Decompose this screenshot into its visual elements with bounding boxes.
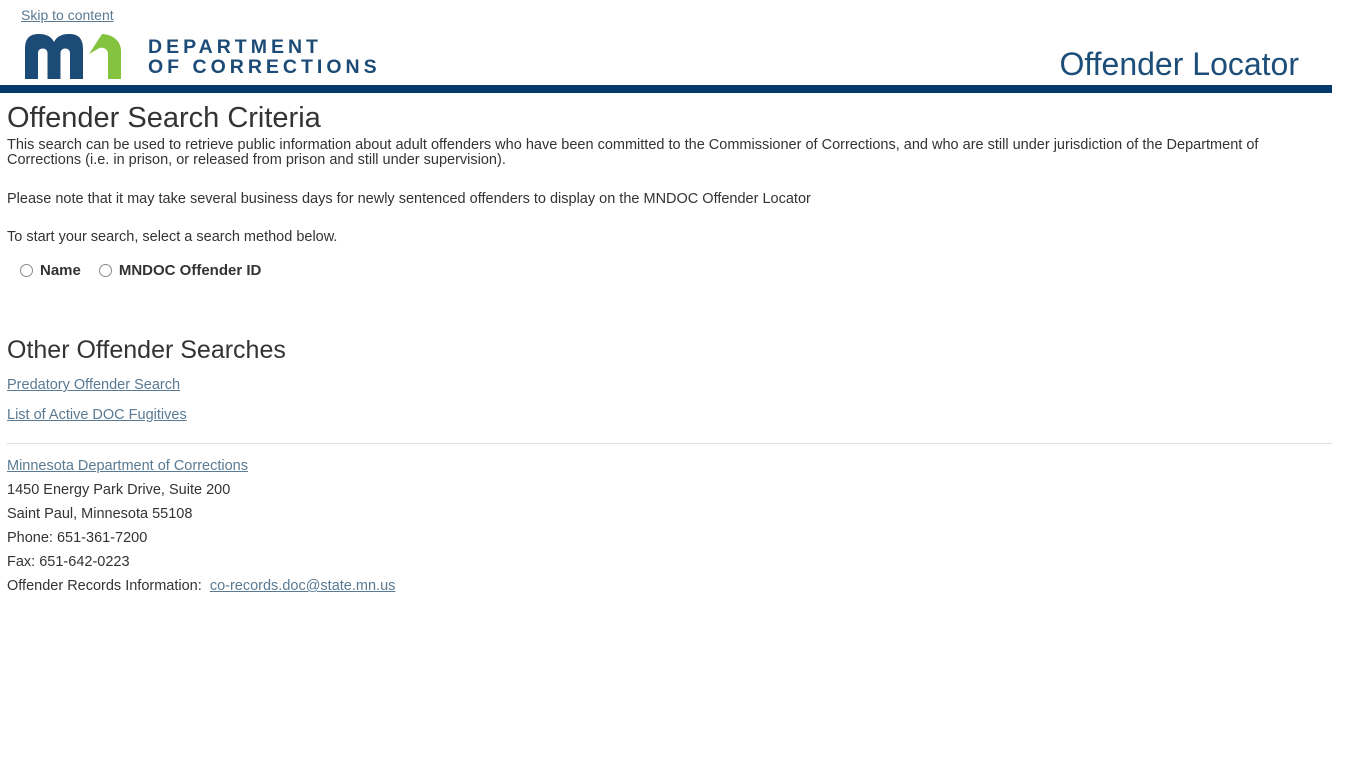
- mn-doc-logo: [21, 29, 381, 81]
- main-content: [0, 102, 1332, 598]
- footer-records-line: [7, 574, 1318, 598]
- footer-divider: [7, 443, 1332, 444]
- header-divider-bar: [0, 85, 1332, 93]
- mn-state-logo-icon: [21, 29, 125, 81]
- footer-address-line1: 1450 Energy Park Drive, Suite 200: [7, 482, 231, 498]
- records-email-link[interactable]: co-records.doc@state.mn.us: [209, 578, 396, 594]
- page-header: [0, 23, 1332, 85]
- footer-org-line: [7, 454, 1318, 478]
- search-intro-text: This search can be used to retrieve public information about adult offenders who have been committed to the Commissioner of Corrections, and who are still under jurisdiction of the Department of Corrections (i.e. in prison, or released from prison and still under supervision).: [7, 137, 1259, 168]
- mndoc-offender-id-radio[interactable]: [99, 264, 112, 277]
- active-doc-fugitives-link[interactable]: List of Active DOC Fugitives: [7, 407, 187, 423]
- search-note-text: Please note that it may take several business days for newly sentenced offenders to display on the MNDOC Offender Locator: [7, 191, 811, 207]
- other-searches-heading: Other Offender Searches: [7, 336, 286, 364]
- footer-phone-line: Phone: 651-361-7200: [7, 530, 148, 546]
- predatory-offender-search-link[interactable]: Predatory Offender Search: [7, 377, 181, 393]
- footer-fax-line: Fax: 651-642-0223: [7, 554, 130, 570]
- search-criteria-heading: Offender Search Criteria: [7, 102, 321, 134]
- search-method-name-option[interactable]: [20, 262, 81, 279]
- skip-row: [0, 0, 1366, 23]
- logo-wordmark: [148, 37, 381, 77]
- records-info-label: Offender Records Information:: [7, 578, 202, 594]
- logo-wordmark-line2: OF CORRECTIONS: [148, 56, 381, 78]
- footer-address-line2: Saint Paul, Minnesota 55108: [7, 506, 193, 522]
- search-instruction-text: To start your search, select a search method below.: [7, 229, 338, 245]
- search-method-id-option[interactable]: [99, 262, 262, 279]
- mn-doc-website-link[interactable]: Minnesota Department of Corrections: [7, 458, 248, 474]
- skip-to-content-link[interactable]: Skip to content: [21, 7, 114, 23]
- other-search-link-line: [7, 407, 1318, 423]
- name-radio-label: Name: [40, 262, 81, 279]
- search-method-group: [20, 262, 1318, 279]
- page-title: Offender Locator: [1059, 46, 1299, 82]
- mndoc-offender-id-radio-label: MNDOC Offender ID: [118, 262, 262, 279]
- logo-wordmark-line1: DEPARTMENT: [148, 36, 322, 58]
- name-radio[interactable]: [20, 264, 33, 277]
- other-search-link-line: [7, 377, 1318, 393]
- footer-contact-block: [7, 454, 1318, 598]
